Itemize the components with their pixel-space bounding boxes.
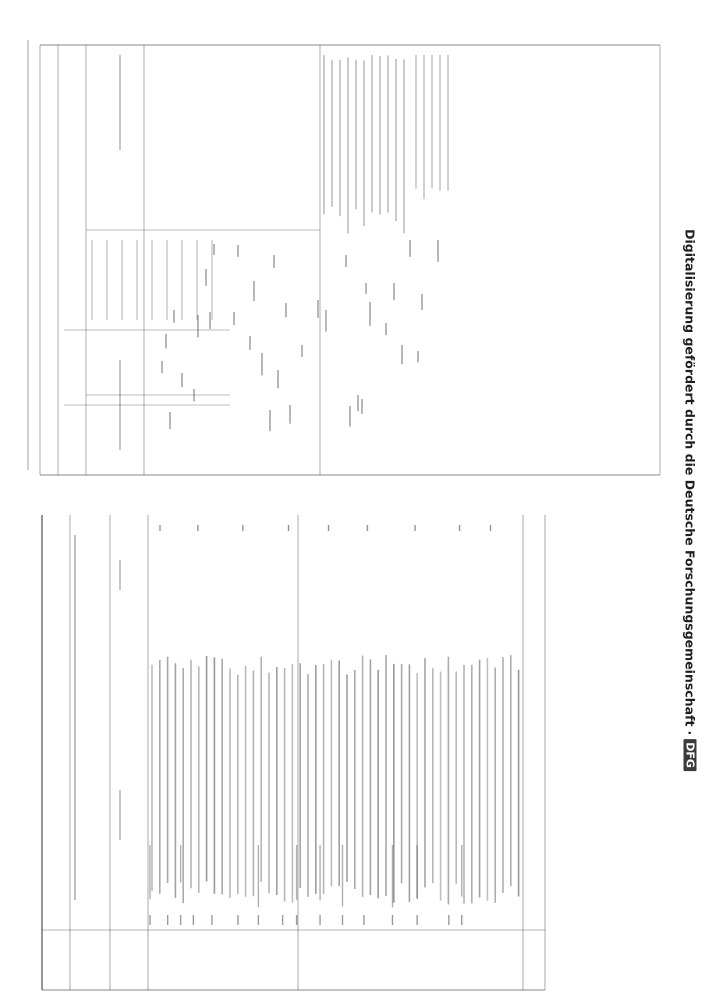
credit-text: Digitalisierung gefördert durch die Deutsche Forschungsgemeinschaft [682,229,698,727]
credit-separator: · [682,730,698,736]
dfg-badge: DFG [684,739,697,771]
right-table [28,40,660,475]
left-table [42,515,545,990]
digitization-credit [683,229,698,771]
